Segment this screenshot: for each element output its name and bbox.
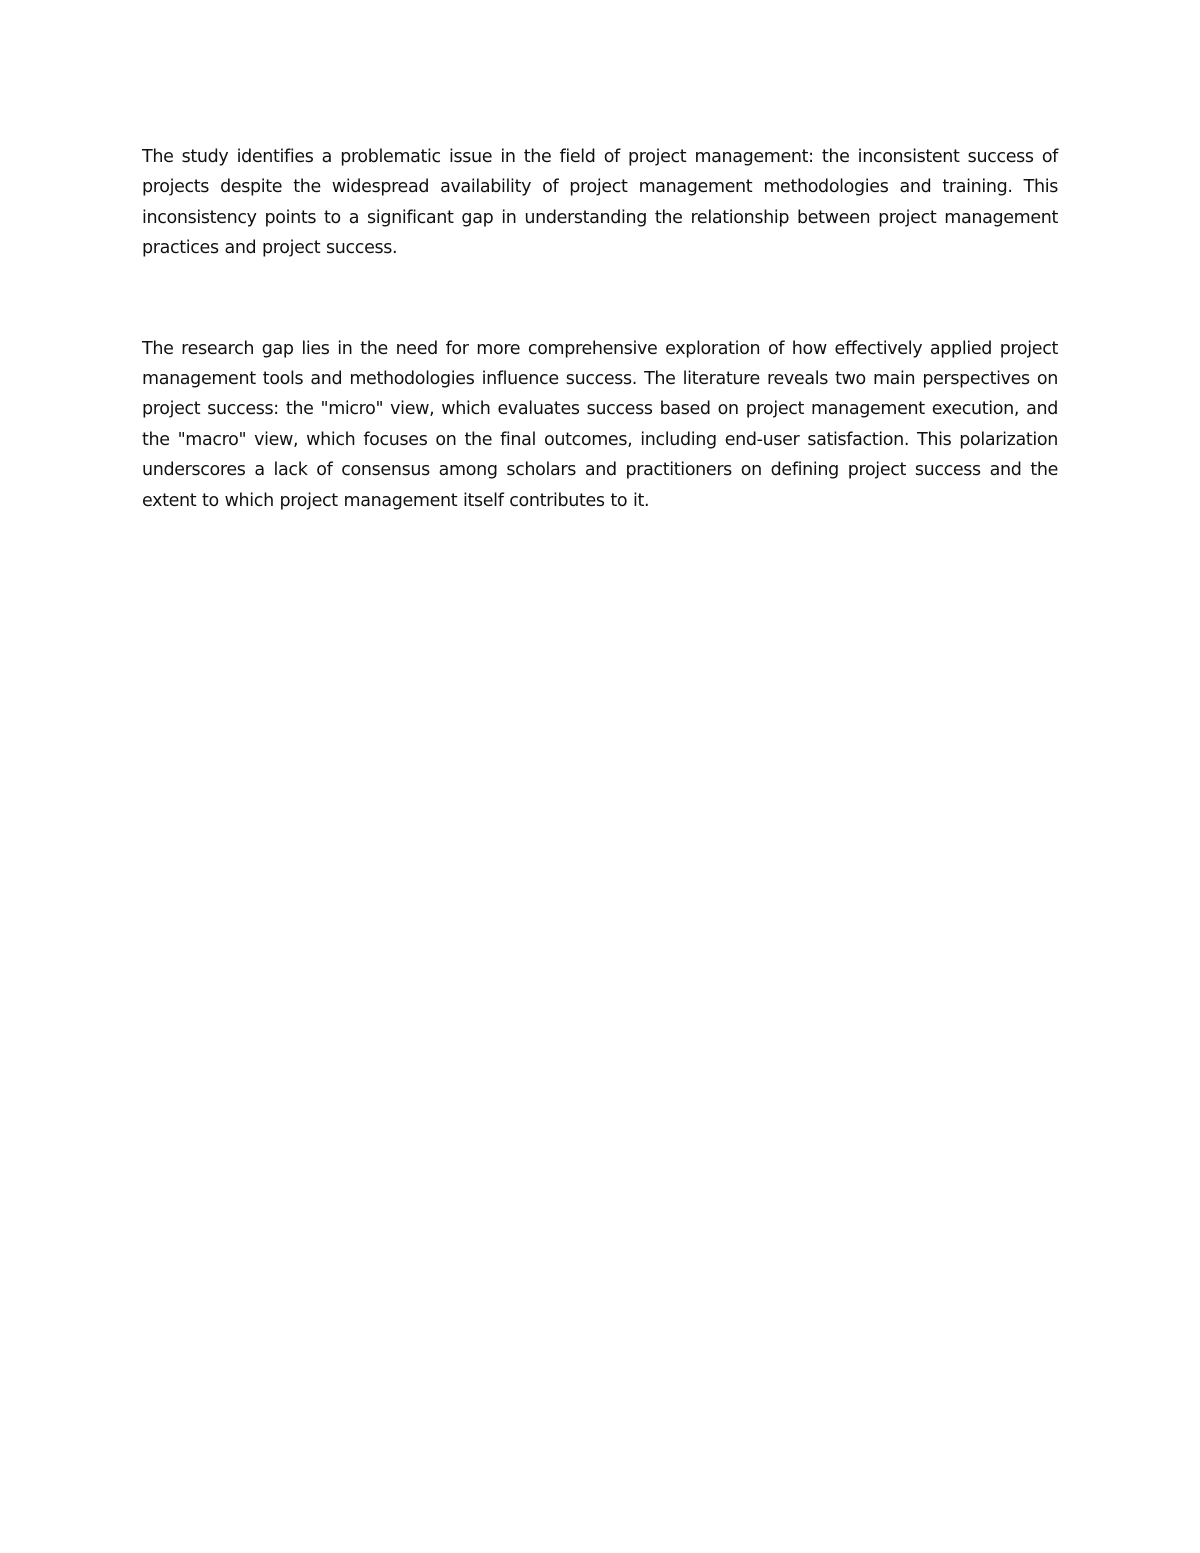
paragraph-problem-statement: The study identifies a problematic issue in the field of project management: the inconsistent success of projects despite the widespread availability of project management methodologies and training. This inconsistency points to a significant gap in understanding the relationship between project management practices and project success. — [142, 147, 1058, 259]
paragraph-research-gap: The research gap lies in the need for more comprehensive exploration of how effectively applied project management tools and methodologies influence success. The literature reveals two main perspectives on project success: the "micro" view, which evaluates success based on project management execution, and the "macro" view, which focuses on the final outcomes, including end-user satisfaction. This polarization underscores a lack of consensus among scholars and practitioners on defining project success and the extent to which project management itself contributes to it. — [142, 338, 1058, 511]
document-body — [142, 142, 1058, 516]
